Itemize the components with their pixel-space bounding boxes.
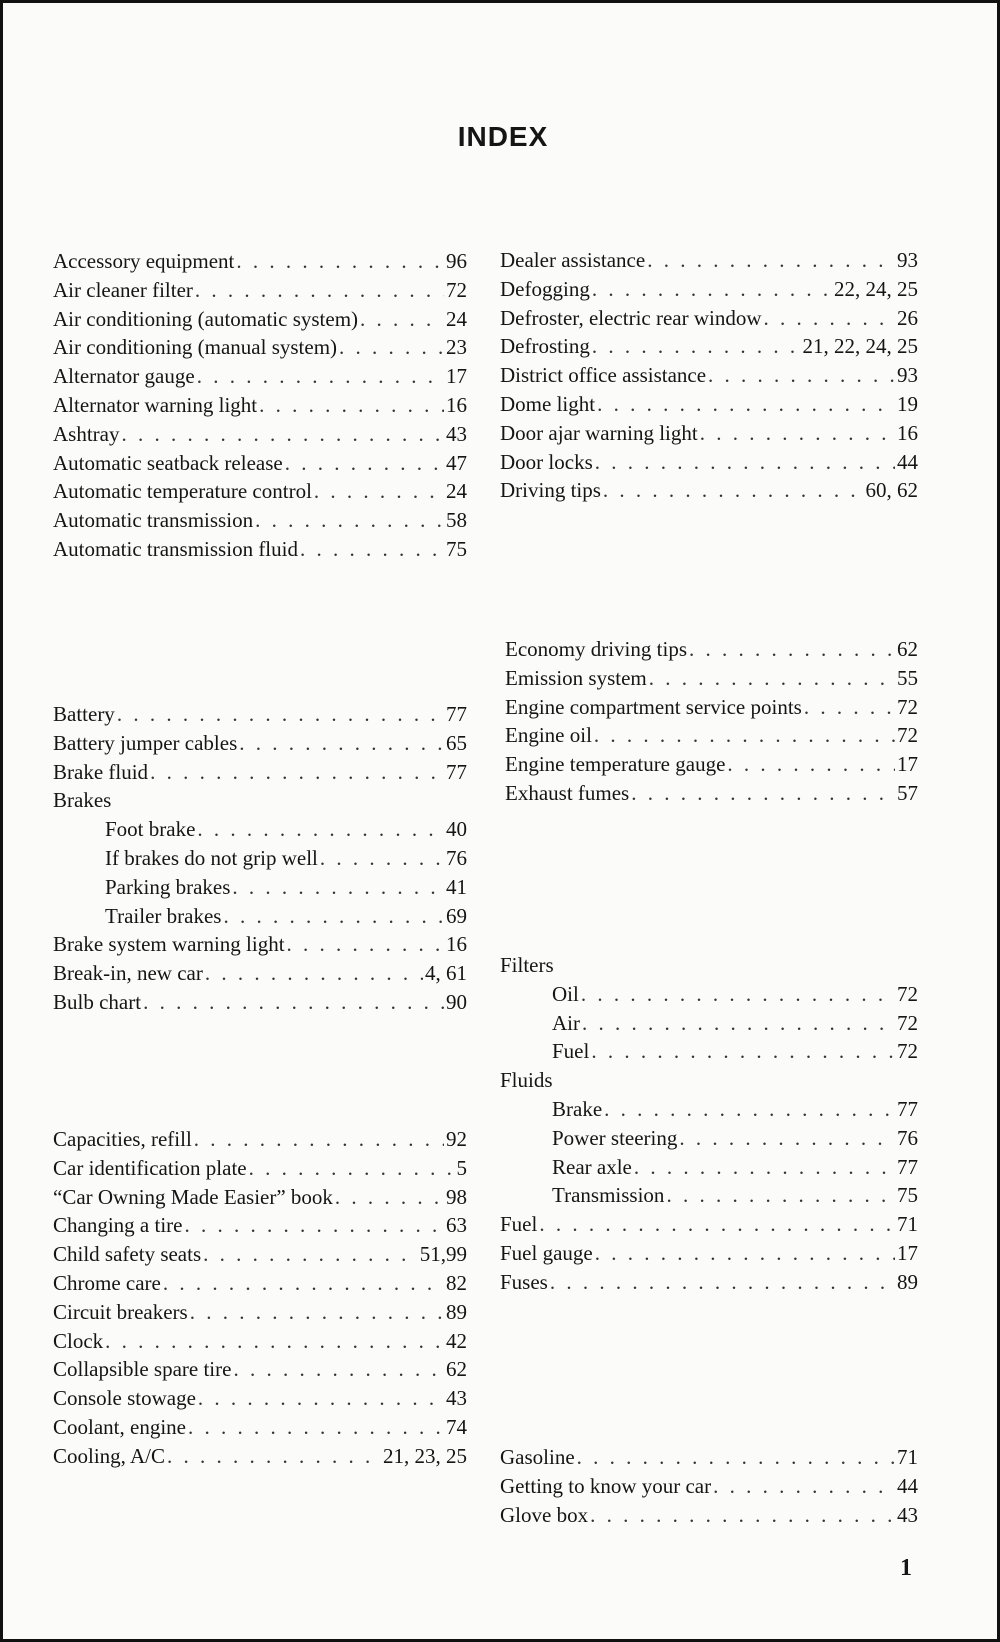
index-term: Glove box	[500, 1502, 589, 1527]
index-entry	[53, 815, 467, 844]
dot-leader	[198, 1384, 444, 1413]
index-page-ref: 17	[897, 752, 918, 777]
index-section-e	[505, 635, 918, 808]
index-term: Clock	[53, 1328, 104, 1353]
index-term: Gasoline	[500, 1445, 575, 1469]
index-page-ref: 72	[897, 694, 918, 719]
index-page-ref: 16	[897, 420, 918, 445]
index-term: Fuses	[500, 1269, 548, 1294]
index-term: Bulb chart	[53, 989, 142, 1014]
index-entry	[500, 1037, 918, 1066]
index-entry	[53, 1240, 467, 1269]
index-entry	[53, 362, 467, 391]
index-page-ref: 43	[446, 421, 467, 446]
index-section-g	[500, 1443, 918, 1529]
index-entry	[500, 304, 918, 333]
index-term: Child safety seats	[53, 1242, 202, 1267]
index-page-ref: 75	[897, 1183, 918, 1208]
index-entry	[505, 779, 918, 808]
index-term: Alternator warning light	[53, 392, 258, 417]
index-term: Automatic seatback release	[53, 450, 283, 475]
index-entry	[53, 1355, 467, 1384]
index-page-ref: 40	[446, 817, 467, 842]
index-page-ref: 89	[897, 1269, 918, 1294]
dot-leader	[314, 477, 444, 506]
index-page-ref: 26	[897, 305, 918, 330]
index-term: Brake fluid	[53, 759, 149, 784]
index-section-b	[53, 700, 467, 1017]
index-page-ref: 92	[446, 1127, 467, 1151]
index-entry	[53, 988, 467, 1017]
index-page-ref: 5	[456, 1155, 467, 1180]
index-entry	[500, 275, 918, 304]
dot-leader	[713, 1472, 895, 1501]
index-entry	[505, 750, 918, 779]
index-page-ref: 43	[897, 1502, 918, 1527]
index-page-ref: 93	[897, 248, 918, 272]
index-term: Engine temperature gauge	[505, 752, 726, 777]
index-term: Break-in, new car	[53, 961, 203, 986]
dot-leader	[320, 844, 444, 873]
dot-leader	[194, 1125, 444, 1154]
index-term: Exhaust fumes	[505, 780, 630, 805]
index-entry	[500, 1181, 918, 1210]
index-term: Foot brake	[105, 817, 196, 842]
index-page-ref: 93	[897, 363, 918, 388]
index-term: Accessory equipment	[53, 249, 235, 273]
index-term: Automatic transmission fluid	[53, 536, 298, 561]
index-entry	[53, 1183, 467, 1212]
index-entry	[500, 419, 918, 448]
index-entry	[500, 448, 918, 477]
index-term: Collapsible spare tire	[53, 1357, 232, 1382]
index-entry	[500, 1239, 918, 1268]
dot-leader	[232, 873, 444, 902]
dot-leader	[581, 980, 895, 1009]
dot-leader	[595, 1239, 895, 1268]
index-entry	[53, 305, 467, 334]
dot-leader	[603, 476, 864, 505]
dot-leader	[223, 902, 444, 931]
index-entry	[53, 786, 467, 815]
index-page-ref: 24	[446, 306, 467, 331]
index-page-ref: 76	[446, 845, 467, 870]
index-entry	[53, 247, 467, 276]
index-term: Defogging	[500, 276, 590, 301]
index-term: Air cleaner filter	[53, 277, 193, 302]
index-term: Air	[552, 1010, 580, 1035]
dot-leader	[708, 361, 895, 390]
dot-leader	[764, 304, 895, 333]
index-term: Capacities, refill	[53, 1127, 192, 1151]
index-page-ref: 72	[897, 1039, 918, 1064]
dot-leader	[122, 420, 445, 449]
dot-leader	[360, 305, 444, 334]
index-section-f	[500, 951, 918, 1297]
dot-leader	[539, 1210, 895, 1239]
index-entry	[53, 1125, 467, 1154]
index-page-ref: 71	[897, 1212, 918, 1237]
index-page-ref: 44	[897, 449, 918, 474]
dot-leader	[287, 930, 444, 959]
dot-leader	[590, 1501, 895, 1530]
index-page-ref: 96	[446, 249, 467, 273]
dot-leader	[249, 1154, 455, 1183]
index-page-ref: 71	[897, 1445, 918, 1469]
index-page-ref: 98	[446, 1184, 467, 1209]
index-page-ref: 62	[446, 1357, 467, 1382]
index-page-ref: 62	[897, 637, 918, 661]
index-entry	[500, 390, 918, 419]
index-term: Defroster, electric rear window	[500, 305, 762, 330]
index-term: Circuit breakers	[53, 1299, 188, 1324]
index-term: Air conditioning (automatic system)	[53, 306, 359, 331]
index-entry	[500, 951, 918, 980]
index-page-ref: 57	[897, 780, 918, 805]
index-term: Brakes	[53, 788, 112, 813]
dot-leader	[233, 1355, 444, 1384]
dot-leader	[339, 333, 444, 362]
dot-leader	[259, 391, 444, 420]
page-number: 1	[900, 1555, 912, 1581]
index-term: Fuel gauge	[500, 1240, 593, 1265]
index-entry	[53, 420, 467, 449]
index-section-a	[53, 247, 467, 564]
dot-leader	[150, 758, 444, 787]
index-page-ref: 21, 22, 24, 25	[802, 334, 918, 359]
index-term: Brake system warning light	[53, 932, 285, 957]
index-entry	[500, 1009, 918, 1038]
index-entry	[53, 1154, 467, 1183]
index-page-ref: 17	[446, 364, 467, 389]
index-entry	[53, 1413, 467, 1442]
dot-leader	[184, 1211, 444, 1240]
dot-leader	[203, 1240, 418, 1269]
dot-leader	[666, 1181, 895, 1210]
dot-leader	[700, 419, 895, 448]
index-term: Filters	[500, 953, 554, 977]
dot-leader	[591, 1037, 895, 1066]
index-entry	[53, 1384, 467, 1413]
index-page-ref: 23	[446, 335, 467, 360]
index-term: Trailer brakes	[105, 903, 222, 928]
index-entry	[505, 721, 918, 750]
index-entry	[53, 477, 467, 506]
index-term: Fuel	[552, 1039, 590, 1064]
index-entry	[500, 1066, 918, 1095]
index-page-ref: 74	[446, 1414, 467, 1439]
dot-leader	[197, 815, 444, 844]
index-entry	[53, 959, 467, 988]
dot-leader	[188, 1413, 444, 1442]
dot-leader	[804, 693, 895, 722]
index-entry	[500, 1210, 918, 1239]
dot-leader	[679, 1124, 895, 1153]
index-term: Brake	[552, 1096, 603, 1121]
index-entry	[500, 476, 918, 505]
index-page-ref: 72	[446, 277, 467, 302]
index-entry	[53, 758, 467, 787]
index-entry	[500, 1153, 918, 1182]
index-entry	[53, 700, 467, 729]
index-page-ref: 58	[446, 508, 467, 533]
dot-leader	[300, 535, 444, 564]
index-entry	[505, 664, 918, 693]
index-entry	[53, 873, 467, 902]
index-entry	[53, 449, 467, 478]
index-term: Economy driving tips	[505, 637, 687, 661]
index-entry	[500, 246, 918, 275]
index-page-ref: 60, 62	[865, 478, 918, 503]
index-page-ref: 21, 23, 25	[383, 1443, 467, 1468]
index-term: Console stowage	[53, 1386, 196, 1411]
index-term: Driving tips	[500, 478, 601, 503]
index-term: Getting to know your car	[500, 1473, 712, 1498]
index-entry	[53, 1211, 467, 1240]
index-entry	[53, 333, 467, 362]
index-term: Emission system	[505, 665, 647, 690]
index-term: Power steering	[552, 1125, 678, 1150]
index-page-ref: 16	[446, 392, 467, 417]
index-page-ref: 77	[897, 1096, 918, 1121]
index-term: Coolant, engine	[53, 1414, 186, 1439]
dot-leader	[255, 506, 444, 535]
index-term: Alternator gauge	[53, 364, 195, 389]
index-entry	[500, 332, 918, 361]
dot-leader	[117, 700, 444, 729]
index-page-ref: 72	[897, 981, 918, 1006]
index-term: Door locks	[500, 449, 593, 474]
dot-leader	[647, 246, 895, 275]
index-entry	[53, 535, 467, 564]
index-entry	[53, 506, 467, 535]
index-page-ref: 17	[897, 1240, 918, 1265]
dot-leader	[190, 1298, 444, 1327]
index-term: Battery jumper cables	[53, 730, 238, 755]
dot-leader	[236, 247, 444, 276]
index-term: Automatic transmission	[53, 508, 254, 533]
index-term: Car identification plate	[53, 1155, 247, 1180]
dot-leader	[143, 988, 444, 1017]
index-term: Oil	[552, 981, 579, 1006]
index-term: Automatic temperature control	[53, 479, 312, 504]
dot-leader	[197, 362, 444, 391]
page-title: INDEX	[457, 121, 549, 152]
index-term: Changing a tire	[53, 1213, 183, 1238]
index-page-ref: 69	[446, 903, 467, 928]
dot-leader	[239, 729, 444, 758]
dot-leader	[727, 750, 895, 779]
dot-leader	[550, 1268, 895, 1297]
index-page-ref: 47	[446, 450, 467, 475]
index-page-ref: 16	[446, 932, 467, 957]
index-page-ref: 72	[897, 723, 918, 748]
index-term: Air conditioning (manual system)	[53, 335, 338, 360]
dot-leader	[631, 779, 895, 808]
index-term: Fluids	[500, 1068, 553, 1093]
dot-leader	[105, 1327, 444, 1356]
index-entry	[53, 902, 467, 931]
index-page-ref: 42	[446, 1328, 467, 1353]
index-page-ref: 65	[446, 730, 467, 755]
index-entry	[500, 980, 918, 1009]
index-term: Dome light	[500, 391, 596, 416]
index-page-ref: 77	[897, 1154, 918, 1179]
index-page-ref: 24	[446, 479, 467, 504]
index-page-ref: 51,99	[419, 1242, 467, 1267]
index-entry	[53, 276, 467, 305]
index-entry	[500, 1095, 918, 1124]
dot-leader	[649, 664, 895, 693]
index-term: Rear axle	[552, 1154, 632, 1179]
index-term: Cooling, A/C	[53, 1443, 166, 1468]
index-page-ref: 4, 61	[425, 961, 467, 986]
dot-leader	[163, 1269, 444, 1298]
index-page-ref: 75	[446, 536, 467, 561]
index-page-ref: 72	[897, 1010, 918, 1035]
index-entry	[500, 1472, 918, 1501]
index-page-ref: 82	[446, 1270, 467, 1295]
dot-leader	[689, 635, 895, 664]
index-page-ref: 43	[446, 1386, 467, 1411]
dot-leader	[604, 1095, 895, 1124]
index-term: Door ajar warning light	[500, 420, 698, 445]
dot-leader	[195, 276, 444, 305]
index-entry	[53, 1442, 467, 1471]
index-entry	[500, 1268, 918, 1297]
index-page-ref: 19	[897, 391, 918, 416]
index-term: Battery	[53, 702, 115, 726]
index-term: “Car Owning Made Easier” book	[53, 1184, 333, 1209]
dot-leader	[597, 390, 895, 419]
index-term: Ashtray	[53, 421, 120, 446]
dot-leader	[167, 1442, 381, 1471]
index-entry	[53, 1269, 467, 1298]
index-entry	[53, 930, 467, 959]
index-page-ref: 76	[897, 1125, 918, 1150]
index-term: Chrome care	[53, 1270, 161, 1295]
index-term: Engine compartment service points	[505, 694, 802, 719]
index-entry	[500, 1124, 918, 1153]
dot-leader	[582, 1009, 895, 1038]
index-term: Dealer assistance	[500, 248, 646, 272]
index-entry	[500, 1443, 918, 1472]
index-term: Engine oil	[505, 723, 592, 748]
dot-leader	[592, 332, 801, 361]
dot-leader	[205, 959, 423, 988]
dot-leader	[592, 275, 832, 304]
dot-leader	[595, 448, 895, 477]
index-entry	[500, 361, 918, 390]
index-entry	[53, 729, 467, 758]
index-entry	[53, 1327, 467, 1356]
dot-leader	[634, 1153, 895, 1182]
index-page-ref: 22, 24, 25	[834, 276, 918, 301]
index-page-ref: 77	[446, 702, 467, 726]
dot-leader	[577, 1443, 895, 1472]
index-entry	[500, 1501, 918, 1530]
dot-leader	[285, 449, 444, 478]
index-term: District office assistance	[500, 363, 707, 388]
index-page-ref: 77	[446, 759, 467, 784]
index-section-c	[53, 1125, 467, 1471]
index-page-ref: 90	[446, 989, 467, 1014]
index-entry	[53, 1298, 467, 1327]
index-entry	[53, 844, 467, 873]
index-page-ref: 55	[897, 665, 918, 690]
index-page-ref: 89	[446, 1299, 467, 1324]
index-term: Parking brakes	[105, 874, 231, 899]
index-page-ref: 44	[897, 1473, 918, 1498]
index-page-ref: 41	[446, 874, 467, 899]
index-page-ref: 63	[446, 1213, 467, 1238]
dot-leader	[335, 1183, 444, 1212]
index-entry	[505, 693, 918, 722]
index-term: Transmission	[552, 1183, 665, 1208]
index-term: Fuel	[500, 1212, 538, 1237]
index-entry	[53, 391, 467, 420]
dot-leader	[594, 721, 895, 750]
index-entry	[505, 635, 918, 664]
index-term: Defrosting	[500, 334, 590, 359]
index-section-d	[500, 246, 918, 505]
index-term: If brakes do not grip well	[105, 845, 318, 870]
